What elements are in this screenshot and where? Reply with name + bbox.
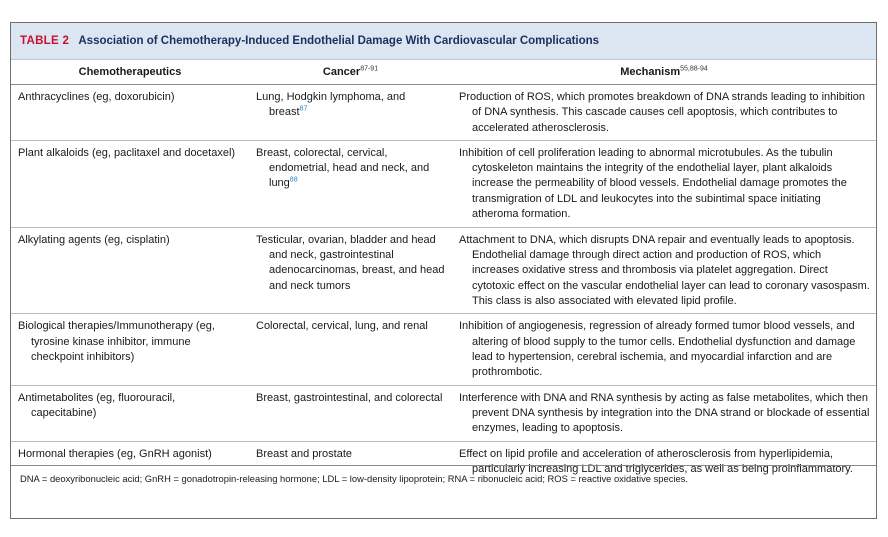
table-footnote: DNA = deoxyribonucleic acid; GnRH = gonadotropin-releasing hormone; LDL = low-density lipoprotein; RNA = ribonucleic acid; ROS = reactive oxidative species. [11, 465, 876, 518]
table-title: Association of Chemotherapy-Induced Endothelial Damage With Cardiovascular Complications [78, 35, 600, 47]
header-mechanism: Mechanism$^{55,88-94}$ [452, 61, 876, 85]
cell-cancer: Lung, Hodgkin lymphoma, and breast$^{87}$ [249, 85, 452, 141]
cell-cancer: Breast and prostate [256, 447, 353, 460]
cell-agent: Anthracyclines (eg, doxorubicin) [11, 85, 249, 141]
table-row [11, 385, 876, 441]
cell-cancer: Colorectal, cervical, lung, and renal [249, 314, 452, 385]
cell-cancer: Testicular, ovarian, bladder and head and neck, gastrointestinal adenocarcinomas, breast, and head and neck tumors [249, 227, 452, 313]
cell-agent: Alkylating agents (eg, cisplatin) [11, 227, 249, 313]
table-row [11, 227, 876, 313]
table-row [11, 140, 876, 227]
cancer-ref: 88 [289, 176, 298, 184]
cancer-ref: 87 [299, 105, 308, 113]
header-chemotherapeutics: Chemotherapeutics [11, 61, 249, 85]
cell-mechanism: Inhibition of angiogenesis, regression of already formed tumor blood vessels, and altering of blood supply to the tumor cells. Endothelial dysfunction and damage lead to hypertension, cerebral ischemia, and myocardial infarction and are prothrombotic. [452, 314, 876, 385]
header-cancer-ref: 87-91 [360, 65, 379, 73]
cell-cancer: Breast, gastrointestinal, and colorectal [249, 385, 452, 441]
table-frame [10, 22, 877, 519]
header-row [11, 61, 876, 85]
cell-cancer: Breast, colorectal, cervical, endometrial, head and neck, and lung$^{88}$ [249, 140, 452, 227]
table-row [11, 85, 876, 141]
cell-agent: Hormonal therapies (eg, GnRH agonist) [18, 447, 212, 460]
cell-mechanism: Inhibition of cell proliferation leading to abnormal microtubules. As the tubulin cytoskeleton maintains the integrity of the endothelial layer, plant alkaloids increase the permeability of blood vessels. Endothelial damage promotes the transmigration of LDL and leukocytes into the subintimal space initiating atheroma formation. [452, 140, 876, 227]
cell-agent: Antimetabolites (eg, fluorouracil, capecitabine) [11, 385, 249, 441]
table-row [11, 314, 876, 385]
header-mechanism-ref: 55,88-94 [680, 65, 708, 73]
cell-agent: Plant alkaloids (eg, paclitaxel and docetaxel) [11, 140, 249, 227]
cell-agent: Biological therapies/Immunotherapy (eg, tyrosine kinase inhibitor, immune checkpoint inhibitors) [11, 314, 249, 385]
header-cancer: Cancer$^{87-91}$ [249, 61, 452, 85]
cell-mechanism: Interference with DNA and RNA synthesis by acting as false metabolites, which then prevent DNA synthesis by integration into the DNA strand or blockade of essential enzymes, leading to apoptosis. [452, 385, 876, 441]
cell-mechanism: Production of ROS, which promotes breakdown of DNA strands leading to inhibition of DNA synthesis. This cascade causes cell apoptosis, which contributes to accelerated atherosclerosis. [452, 85, 876, 141]
table-title-bar [11, 23, 876, 60]
table-label: TABLE 2 [20, 35, 70, 47]
cell-mechanism: Effect on lipid profile and acceleration of atherosclerosis from hyperlipidemia, particularly increasing LDL and triglycerides, as well as being proinflammatory. [459, 447, 853, 475]
data-table [11, 61, 876, 482]
cell-mechanism: Attachment to DNA, which disrupts DNA repair and eventually leads to apoptosis. Endothelial damage through direct action and production of ROS, which increases oxidative stress and thrombosis via platelet aggregation. Direct cytotoxic effect on the vascular endothelial layer can lead to coronary vasospasm. This class is also associated with elevated lipid profile. [452, 227, 876, 313]
